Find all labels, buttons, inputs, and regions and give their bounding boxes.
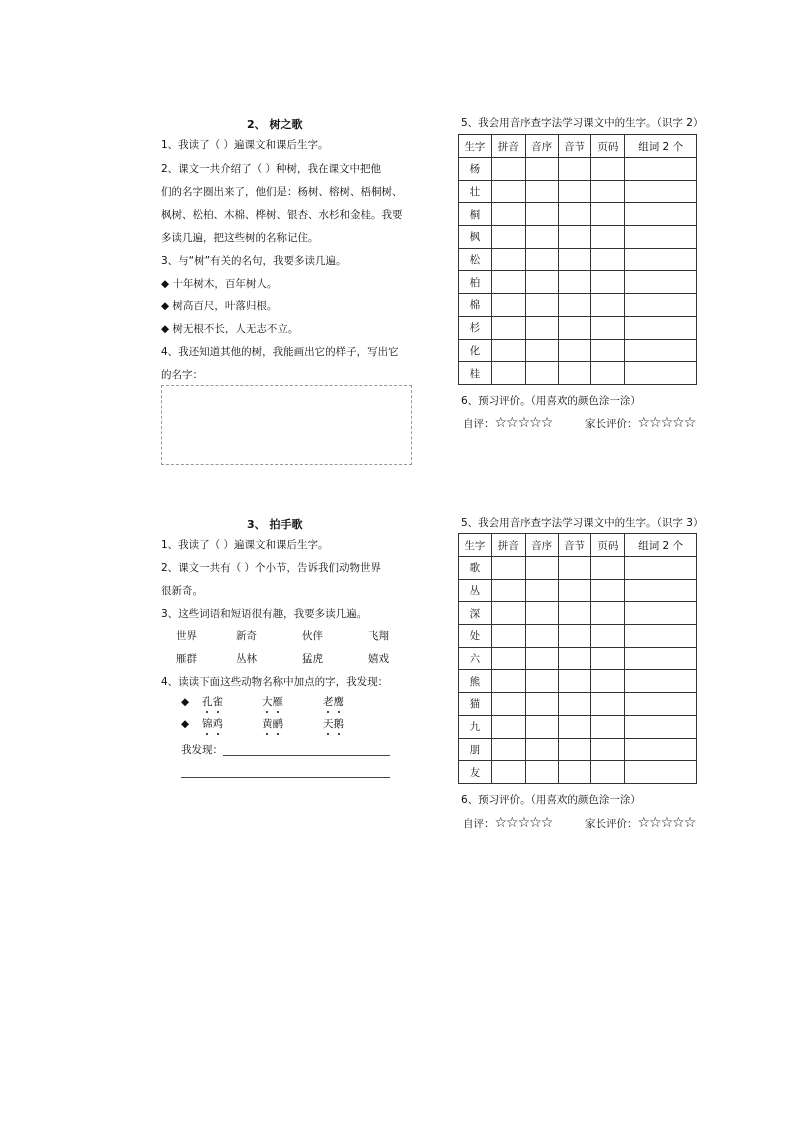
lesson3-parent-eval — [585, 816, 695, 832]
answer-cell[interactable] — [525, 557, 558, 580]
word-item: 伙伴 — [302, 630, 323, 642]
table-row — [459, 294, 697, 317]
table-row — [459, 738, 697, 761]
answer-cell[interactable] — [625, 670, 697, 693]
answer-cell[interactable] — [591, 647, 625, 670]
word-item: 飞翔 — [368, 630, 389, 642]
lesson2-proverb-1: ◆ 十年树木，百年树人。 — [161, 278, 278, 290]
table-row — [459, 761, 697, 784]
table-header-row — [459, 534, 697, 557]
answer-cell[interactable] — [491, 248, 525, 271]
answer-cell[interactable] — [525, 180, 558, 203]
char-cell: 桐 — [459, 203, 492, 226]
answer-cell[interactable] — [558, 226, 591, 249]
answer-cell[interactable] — [625, 271, 697, 294]
lesson3-title: 3、 拍手歌 — [247, 518, 303, 531]
answer-cell[interactable] — [491, 158, 525, 181]
answer-cell[interactable] — [491, 647, 525, 670]
answer-cell[interactable] — [591, 670, 625, 693]
answer-cell[interactable] — [591, 226, 625, 249]
answer-cell[interactable] — [625, 602, 697, 625]
table-row — [459, 647, 697, 670]
bullet-icon: ◆ — [181, 696, 190, 708]
parent-eval-stars-icon[interactable]: ☆☆☆☆☆ — [637, 815, 696, 831]
answer-cell[interactable] — [525, 670, 558, 693]
answer-cell[interactable] — [558, 738, 591, 761]
table-row — [459, 602, 697, 625]
dotted-char: 黄 — [262, 718, 273, 730]
lesson2-q2-line4: 多读几遍，把这些树的名称记住。 — [161, 232, 319, 244]
answer-cell[interactable] — [491, 294, 525, 317]
table-row — [459, 339, 697, 362]
answer-cell[interactable] — [525, 362, 558, 385]
dotted-char: 天 — [323, 718, 334, 730]
lesson2-self-eval — [463, 416, 552, 432]
char-cell: 杨 — [459, 158, 492, 181]
answer-cell[interactable] — [491, 362, 525, 385]
animal-name — [262, 695, 283, 710]
answer-cell[interactable] — [591, 715, 625, 738]
table-row — [459, 693, 697, 716]
char-cell: 枫 — [459, 226, 492, 249]
answer-cell[interactable] — [625, 738, 697, 761]
table-row — [459, 271, 697, 294]
answer-cell[interactable] — [591, 158, 625, 181]
lesson3-discover-label: 我发现： — [181, 744, 223, 756]
answer-cell[interactable] — [558, 362, 591, 385]
char-cell: 熊 — [459, 670, 492, 693]
answer-cell[interactable] — [525, 647, 558, 670]
answer-cell[interactable] — [625, 294, 697, 317]
dotted-char: 鹰 — [333, 696, 344, 708]
table-row — [459, 625, 697, 648]
answer-cell[interactable] — [625, 248, 697, 271]
answer-cell[interactable] — [558, 248, 591, 271]
answer-cell[interactable] — [625, 226, 697, 249]
answer-cell[interactable] — [625, 647, 697, 670]
table-row — [459, 579, 697, 602]
header-cell: 音节 — [558, 135, 591, 158]
answer-cell[interactable] — [491, 271, 525, 294]
lesson2-title: 2、 树之歌 — [247, 118, 303, 131]
answer-cell[interactable] — [491, 693, 525, 716]
lesson2-q2-line3: 枫树、松柏、木棉、桦树、银杏、水杉和金桂。我要 — [161, 209, 403, 221]
animal-name — [262, 717, 283, 732]
table-row — [459, 180, 697, 203]
header-cell: 页码 — [591, 534, 625, 557]
header-cell: 音节 — [558, 534, 591, 557]
answer-cell[interactable] — [491, 670, 525, 693]
char-cell: 棉 — [459, 294, 492, 317]
answer-cell[interactable] — [525, 271, 558, 294]
word-item: 新奇 — [236, 630, 257, 642]
answer-cell[interactable] — [591, 294, 625, 317]
answer-cell[interactable] — [525, 579, 558, 602]
dotted-char: 鸡 — [212, 718, 223, 730]
table-row — [459, 203, 697, 226]
self-eval-label: 自评： — [463, 818, 495, 830]
answer-cell[interactable] — [591, 761, 625, 784]
answer-cell[interactable] — [491, 625, 525, 648]
answer-cell[interactable] — [558, 715, 591, 738]
answer-cell[interactable] — [625, 579, 697, 602]
answer-cell[interactable] — [525, 715, 558, 738]
answer-cell[interactable] — [625, 158, 697, 181]
answer-cell[interactable] — [625, 316, 697, 339]
answer-cell[interactable] — [625, 693, 697, 716]
bullet-icon: ◆ — [181, 718, 190, 730]
answer-cell[interactable] — [591, 693, 625, 716]
answer-cell[interactable] — [625, 715, 697, 738]
answer-cell[interactable] — [591, 557, 625, 580]
word-item: 雁群 — [176, 653, 197, 665]
self-eval-stars-icon[interactable]: ☆☆☆☆☆ — [494, 815, 553, 831]
answer-cell[interactable] — [525, 761, 558, 784]
answer-cell[interactable] — [591, 248, 625, 271]
char-cell: 壮 — [459, 180, 492, 203]
answer-cell[interactable] — [591, 602, 625, 625]
header-cell: 页码 — [591, 135, 625, 158]
char-cell: 杉 — [459, 316, 492, 339]
answer-cell[interactable] — [625, 180, 697, 203]
answer-cell[interactable] — [625, 362, 697, 385]
lesson2-drawing-box[interactable] — [161, 385, 412, 465]
lesson3-q3: 3、这些词语和短语很有趣，我要多读几遍。 — [161, 608, 368, 620]
answer-cell[interactable] — [525, 625, 558, 648]
header-cell: 生字 — [459, 534, 492, 557]
answer-cell[interactable] — [558, 602, 591, 625]
dotted-char: 老 — [323, 696, 334, 708]
self-eval-stars-icon[interactable]: ☆☆☆☆☆ — [494, 415, 553, 431]
char-cell: 丛 — [459, 579, 492, 602]
lesson3-q6: 6、预习评价。（用喜欢的颜色涂一涂） — [461, 794, 641, 806]
answer-cell[interactable] — [491, 602, 525, 625]
answer-cell[interactable] — [525, 602, 558, 625]
answer-cell[interactable] — [625, 761, 697, 784]
discover-answer-line[interactable] — [223, 755, 390, 756]
answer-cell[interactable] — [591, 362, 625, 385]
char-cell: 友 — [459, 761, 492, 784]
answer-cell[interactable] — [591, 625, 625, 648]
table-row — [459, 557, 697, 580]
lesson2-q2-line2: 们的名字圈出来了，他们是：杨树、榕树、梧桐树、 — [161, 186, 403, 198]
header-cell: 组词 2 个 — [625, 135, 697, 158]
answer-cell[interactable] — [491, 557, 525, 580]
dotted-char: 鹅 — [333, 718, 344, 730]
char-cell: 九 — [459, 715, 492, 738]
answer-cell[interactable] — [525, 738, 558, 761]
answer-cell[interactable] — [491, 339, 525, 362]
answer-cell[interactable] — [558, 180, 591, 203]
table-row — [459, 316, 697, 339]
answer-cell[interactable] — [591, 271, 625, 294]
answer-cell[interactable] — [491, 738, 525, 761]
char-cell: 歌 — [459, 557, 492, 580]
lesson3-q2-line1: 2、课文一共有（ ）个小节，告诉我们动物世界 — [161, 562, 382, 574]
header-cell: 音序 — [525, 534, 558, 557]
answer-cell[interactable] — [558, 761, 591, 784]
header-cell: 音序 — [525, 135, 558, 158]
lesson2-q4-line1: 4、我还知道其他的树，我能画出它的样子，写出它 — [161, 346, 399, 358]
animal-name — [323, 717, 344, 732]
answer-cell[interactable] — [491, 226, 525, 249]
lesson2-q4-line2: 的名字： — [161, 369, 203, 381]
dotted-char: 锦 — [202, 718, 213, 730]
answer-cell[interactable] — [525, 203, 558, 226]
answer-cell[interactable] — [591, 203, 625, 226]
answer-cell[interactable] — [625, 339, 697, 362]
lesson3-q5: 5、我会用音序查字法学习课文中的生字。（识字 3） — [461, 517, 704, 529]
answer-cell[interactable] — [491, 316, 525, 339]
char-cell: 处 — [459, 625, 492, 648]
answer-cell[interactable] — [625, 625, 697, 648]
answer-cell[interactable] — [558, 203, 591, 226]
answer-cell[interactable] — [558, 158, 591, 181]
dotted-char: 雁 — [272, 696, 283, 708]
char-cell: 松 — [459, 248, 492, 271]
answer-cell[interactable] — [525, 294, 558, 317]
lesson2-char-table — [458, 134, 697, 385]
table-row — [459, 715, 697, 738]
animal-name — [323, 695, 344, 710]
word-item: 猛虎 — [302, 653, 323, 665]
parent-eval-stars-icon[interactable]: ☆☆☆☆☆ — [637, 415, 696, 431]
answer-cell[interactable] — [558, 339, 591, 362]
header-cell: 组词 2 个 — [625, 534, 697, 557]
answer-cell[interactable] — [558, 557, 591, 580]
answer-cell[interactable] — [625, 557, 697, 580]
dotted-char: 鹂 — [272, 718, 283, 730]
parent-eval-label: 家长评价： — [585, 818, 638, 830]
lesson3-q1: 1、我读了（ ）遍课文和课后生字。 — [161, 539, 329, 551]
answer-cell[interactable] — [525, 339, 558, 362]
answer-cell[interactable] — [558, 294, 591, 317]
char-cell: 猫 — [459, 693, 492, 716]
dotted-char: 孔 — [202, 696, 213, 708]
lesson3-q4: 4、读读下面这些动物名称中加点的字，我发现： — [161, 676, 389, 688]
answer-cell[interactable] — [591, 738, 625, 761]
lesson2-q2-line1: 2、课文一共介绍了（ ）种树，我在课文中把他 — [161, 163, 382, 175]
lesson3-q2-line2: 很新奇。 — [161, 585, 203, 597]
header-cell: 拼音 — [491, 534, 525, 557]
answer-cell[interactable] — [625, 203, 697, 226]
answer-cell[interactable] — [591, 316, 625, 339]
char-cell: 朋 — [459, 738, 492, 761]
answer-cell[interactable] — [491, 180, 525, 203]
answer-cell[interactable] — [525, 248, 558, 271]
lesson2-q1: 1、我读了（ ）遍课文和课后生字。 — [161, 139, 329, 151]
lesson2-q5: 5、我会用音序查字法学习课文中的生字。（识字 2） — [461, 117, 704, 129]
lesson2-parent-eval — [585, 416, 695, 432]
answer-cell[interactable] — [558, 625, 591, 648]
char-cell: 六 — [459, 647, 492, 670]
answer-cell[interactable] — [591, 180, 625, 203]
dotted-char: 雀 — [212, 696, 223, 708]
lesson2-proverb-2: ◆ 树高百尺，叶落归根。 — [161, 300, 278, 312]
answer-cell[interactable] — [491, 761, 525, 784]
table-row — [459, 362, 697, 385]
table-row — [459, 158, 697, 181]
header-cell: 拼音 — [491, 135, 525, 158]
dotted-char: 大 — [262, 696, 273, 708]
word-item: 嬉戏 — [368, 653, 389, 665]
lesson2-proverb-3: ◆ 树无根不长，人无志不立。 — [161, 323, 299, 335]
animal-name — [202, 717, 223, 732]
answer-cell[interactable] — [525, 316, 558, 339]
table-header-row — [459, 135, 697, 158]
self-eval-label: 自评： — [463, 418, 495, 430]
table-row — [459, 670, 697, 693]
answer-cell[interactable] — [558, 579, 591, 602]
answer-cell[interactable] — [591, 579, 625, 602]
char-cell: 桂 — [459, 362, 492, 385]
header-cell: 生字 — [459, 135, 492, 158]
word-item: 世界 — [176, 630, 197, 642]
char-cell: 深 — [459, 602, 492, 625]
lesson3-char-table — [458, 533, 697, 784]
answer-cell[interactable] — [558, 271, 591, 294]
answer-cell[interactable] — [491, 579, 525, 602]
answer-cell[interactable] — [491, 715, 525, 738]
answer-cell[interactable] — [491, 203, 525, 226]
lesson2-q3: 3、与“树”有关的名句，我要多读几遍。 — [161, 255, 347, 267]
discover-answer-line-2[interactable] — [181, 777, 390, 778]
answer-cell[interactable] — [525, 693, 558, 716]
word-item: 丛林 — [236, 653, 257, 665]
answer-cell[interactable] — [558, 316, 591, 339]
table-row — [459, 248, 697, 271]
answer-cell[interactable] — [525, 158, 558, 181]
answer-cell[interactable] — [558, 647, 591, 670]
char-cell: 化 — [459, 339, 492, 362]
answer-cell[interactable] — [591, 339, 625, 362]
char-cell: 柏 — [459, 271, 492, 294]
table-row — [459, 226, 697, 249]
lesson3-self-eval — [463, 816, 552, 832]
answer-cell[interactable] — [525, 226, 558, 249]
lesson2-q6: 6、预习评价。（用喜欢的颜色涂一涂） — [461, 395, 641, 407]
animal-name — [202, 695, 223, 710]
answer-cell[interactable] — [558, 693, 591, 716]
answer-cell[interactable] — [558, 670, 591, 693]
parent-eval-label: 家长评价： — [585, 418, 638, 430]
